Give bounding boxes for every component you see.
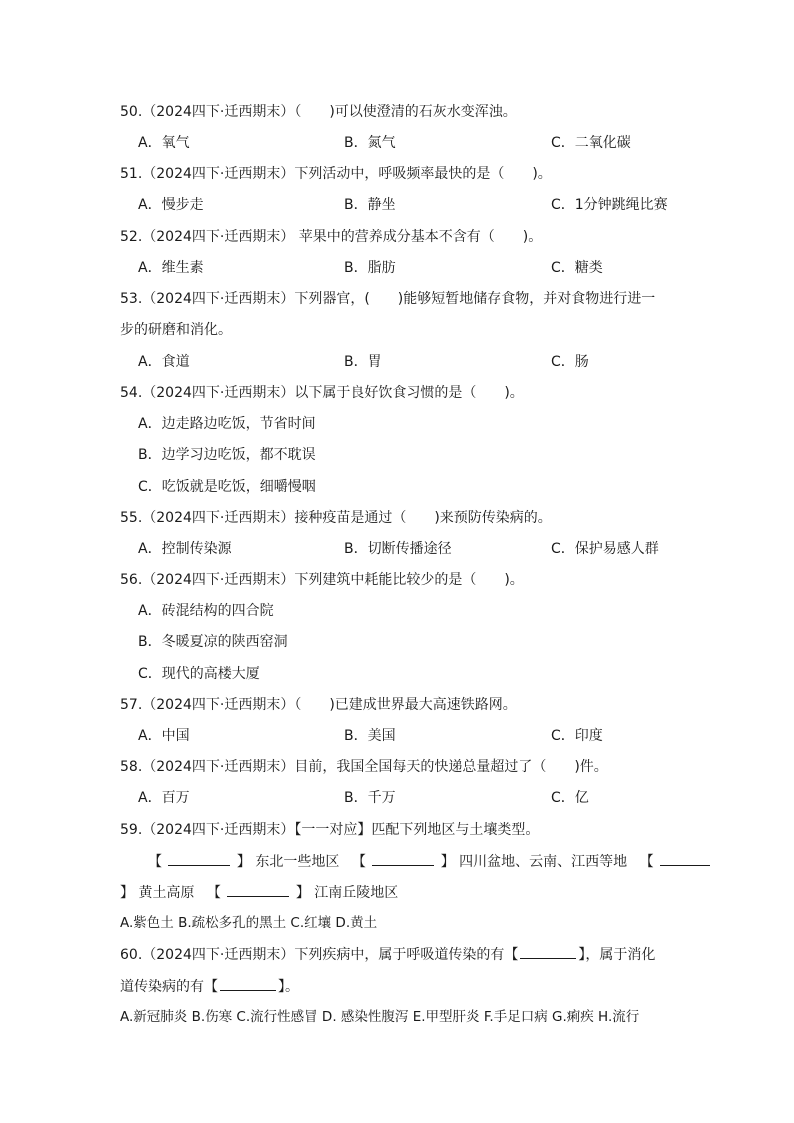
bracket-open: 【 [148,854,162,870]
question-50-option-a: A．氧气 [138,135,190,151]
question-57-option-c: C．印度 [551,728,603,744]
question-53-option-c: C．肠 [551,354,589,370]
question-58-stem: 58.（2024四下·迁西期末）目前，我国全国每天的快递总量超过了（ )件。 [120,759,608,775]
stem-text: 60.（2024四下·迁西期末）下列疾病中，属于呼吸道传染的有 [120,947,505,963]
bracket-close: 】 [236,854,251,870]
question-58-option-a: A．百万 [138,790,190,806]
question-53-stem: 53.（2024四下·迁西期末）下列器官，( )能够短暂地储存食物，并对食物进行进一 [120,291,656,307]
question-53-stem-continued: 步的研磨和消化。 [120,322,232,338]
bracket-open: 【 [204,979,218,995]
stem-text: 。 [285,979,299,995]
question-56-option-b: B．冬暖夏凉的陕西窑洞 [138,634,288,650]
question-55-option-a: A．控制传染源 [138,541,232,557]
question-51-option-b: B．静坐 [344,197,396,213]
question-53-option-b: B．胃 [344,354,382,370]
question-51-option-c: C．1分钟跳绳比赛 [551,197,668,213]
bracket-close: 】 [278,979,285,995]
question-51-option-a: A．慢步走 [138,197,204,213]
bracket-close: 】 [578,947,586,963]
question-55-option-c: C．保护易感人群 [551,541,659,557]
answer-blank[interactable] [168,851,230,866]
bracket-open: 【 [351,854,366,870]
bracket-open: 【 [206,885,221,901]
question-55-stem: 55.（2024四下·迁西期末）接种疫苗是通过（ )来预防传染病的。 [120,510,552,526]
stem-text: 道传染病的有 [120,979,204,995]
bracket-close: 】 [120,885,134,901]
question-57-stem: 57.（2024四下·迁西期末）（ )已建成世界最大高速铁路网。 [120,697,517,713]
question-60-stem-continued [120,976,299,997]
question-58-option-b: B．千万 [344,790,396,806]
question-56-stem: 56.（2024四下·迁西期末）下列建筑中耗能比较少的是（ )。 [120,572,524,588]
question-54-stem: 54.（2024四下·迁西期末）以下属于良好饮食习惯的是（ )。 [120,385,524,401]
bracket-close: 】 [440,854,455,870]
question-57-option-b: B．美国 [344,728,396,744]
question-54-option-b: B．边学习边吃饭，都不耽误 [138,447,316,463]
question-53-option-a: A．食道 [138,354,190,370]
bracket-open: 【 [504,947,519,963]
question-54-option-c: C．吃饭就是吃饭，细嚼慢咽 [138,479,316,495]
question-59-options: A.紫色土 B.疏松多孔的黑土 C.红壤 D.黄土 [120,915,378,931]
question-55-option-b: B．切断传播途径 [344,541,452,557]
answer-blank[interactable] [660,851,710,866]
question-54-option-a: A．边走路边吃饭，节省时间 [138,416,316,432]
question-59-match-row-2 [120,882,398,903]
question-58-option-c: C．亿 [551,790,589,806]
question-50-stem: 50.（2024四下·迁西期末）（ )可以使澄清的石灰水变浑浊。 [120,104,517,120]
region-label: 四川盆地、云南、江西等地 [459,854,628,870]
question-60-options: A.新冠肺炎 B.伤寒 C.流行性感冒 D. 感染性腹泻 E.甲型肝炎 F.手足口病 G.痢疾 H.流行 [120,1009,640,1025]
question-59-match-row-1 [148,851,712,872]
question-60-stem [120,944,655,965]
region-label: 东北一些地区 [255,854,340,870]
answer-blank[interactable] [227,882,289,897]
answer-blank[interactable] [220,976,276,991]
question-52-option-b: B．脂肪 [344,260,396,276]
region-label: 江南丘陵地区 [314,885,399,901]
question-56-option-c: C．现代的高楼大厦 [138,666,260,682]
question-52-stem: 52.（2024四下·迁西期末） 苹果中的营养成分基本不含有（ )。 [120,229,543,245]
question-51-stem: 51.（2024四下·迁西期末）下列活动中，呼吸频率最快的是（ )。 [120,166,552,182]
region-label: 黄土高原 [138,885,195,901]
bracket-open: 【 [639,854,654,870]
bracket-close: 】 [295,885,310,901]
question-52-option-c: C．糖类 [551,260,603,276]
answer-blank[interactable] [520,944,576,959]
question-52-option-a: A．维生素 [138,260,204,276]
question-50-option-b: B．氮气 [344,135,396,151]
question-50-option-c: C．二氧化碳 [551,135,631,151]
question-59-stem: 59.（2024四下·迁西期末）【一一对应】匹配下列地区与土壤类型。 [120,822,540,838]
stem-text: ，属于消化 [585,947,656,963]
question-57-option-a: A．中国 [138,728,190,744]
answer-blank[interactable] [372,851,434,866]
question-56-option-a: A．砖混结构的四合院 [138,603,274,619]
